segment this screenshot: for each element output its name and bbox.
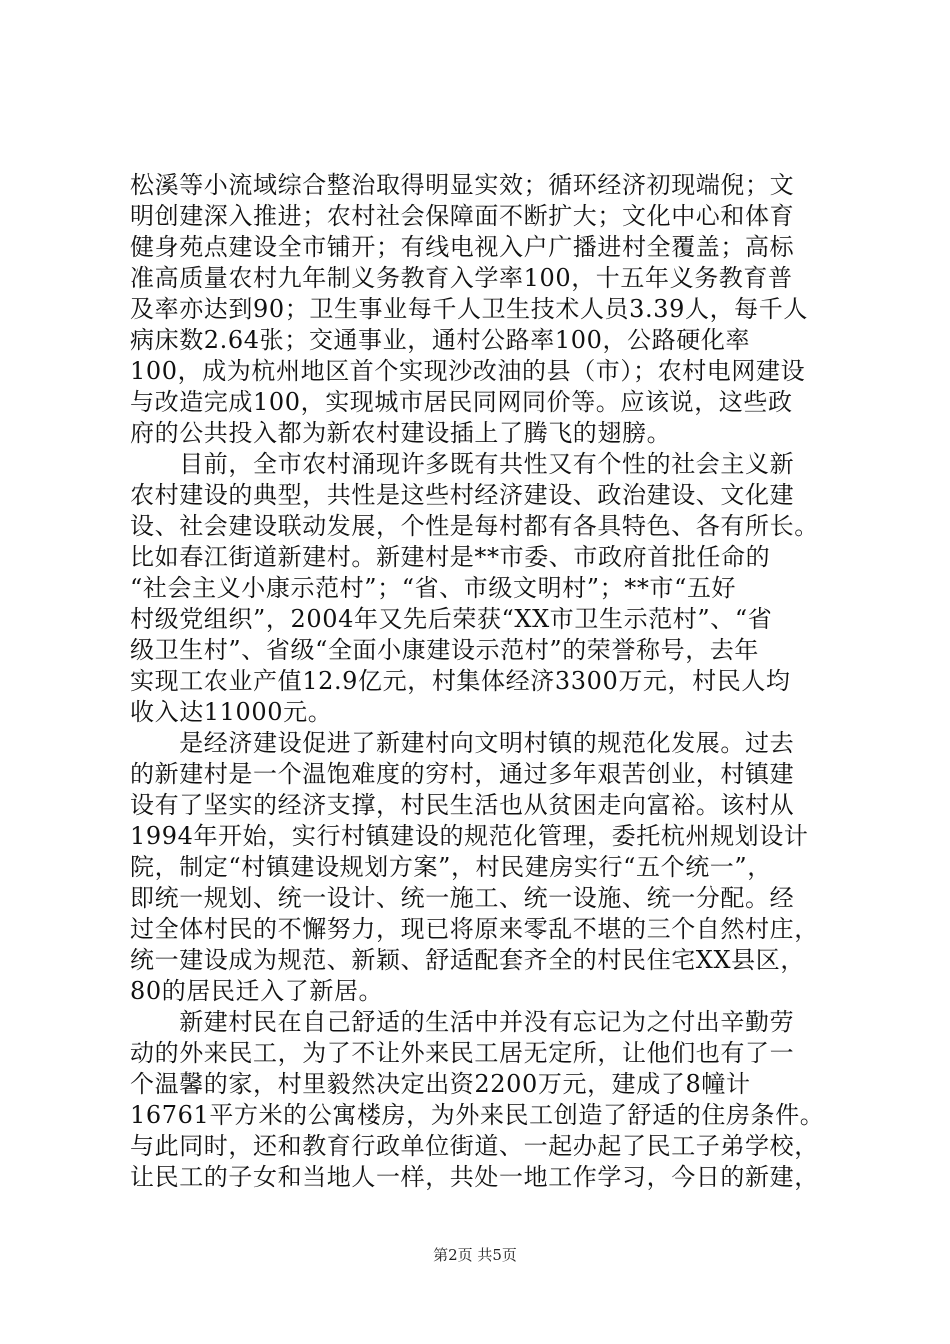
text-line: 及率亦达到90；卫生事业每千人卫生技术人员3.39人，每千人 [130, 295, 808, 323]
text-line: 动的外来民工，为了不让外来民工居无定所，让他们也有了一 [130, 1039, 795, 1067]
text-line: 健身苑点建设全市铺开；有线电视入户广播进村全覆盖；高标 [130, 233, 795, 261]
text-line: 的新建村是一个温饱难度的穷村，通过多年艰苦创业，村镇建 [130, 760, 795, 788]
text-line: 即统一规划、统一设计、统一施工、统一设施、统一分配。经 [130, 884, 795, 912]
text-line: 过全体村民的不懈努力，现已将原来零乱不堪的三个自然村庄， [130, 915, 819, 943]
text-line: 准高质量农村九年制义务教育入学率100，十五年义务教育普 [130, 264, 793, 292]
text-line: 级卫生村”、省级“全面小康建设示范村”的荣誉称号，去年 [130, 636, 760, 664]
text-line: “社会主义小康示范村”；“省、市级文明村”；**市“五好 [130, 574, 737, 602]
text-line: 1994年开始，实行村镇建设的规范化管理，委托杭州规划设计 [130, 822, 809, 850]
text-line: 与此同时，还和教育行政单位街道、一起办起了民工子弟学校， [130, 1132, 819, 1160]
text-line: 比如春江街道新建村。新建村是**市委、市政府首批任命的 [130, 543, 771, 571]
page-footer: 第2页 共5页 [433, 1246, 517, 1264]
text-line: 实现工农业产值12.9亿元，村集体经济3300万元，村民人均 [130, 667, 791, 695]
text-line: 100，成为杭州地区首个实现沙改油的县（市）；农村电网建设 [130, 357, 806, 385]
text-line: 目前，全市农村涌现许多既有共性又有个性的社会主义新 [130, 450, 795, 478]
text-line: 新建村民在自己舒适的生活中并没有忘记为之付出辛勤劳 [130, 1008, 795, 1036]
body-text [130, 170, 830, 1193]
text-line: 设有了坚实的经济支撑，村民生活也从贫困走向富裕。该村从 [130, 791, 795, 819]
text-line: 村级党组织”，2004年又先后荣获“XX市卫生示范村”、“省 [130, 605, 773, 633]
text-line: 农村建设的典型，共性是这些村经济建设、政治建设、文化建 [130, 481, 795, 509]
text-line: 个温馨的家，村里毅然决定出资2200万元，建成了8幢计 [130, 1070, 751, 1098]
text-line: 松溪等小流域综合整治取得明显实效；循环经济初现端倪；文 [130, 171, 795, 199]
text-line: 明创建深入推进；农村社会保障面不断扩大；文化中心和体育 [130, 202, 795, 230]
text-line: 让民工的子女和当地人一样，共处一地工作学习，今日的新建， [130, 1163, 819, 1191]
text-line: 与改造完成100，实现城市居民同网同价等。应该说，这些政 [130, 388, 793, 416]
text-line: 16761平方米的公寓楼房，为外来民工创造了舒适的住房条件。 [130, 1101, 825, 1129]
text-line: 院，制定“村镇建设规划方案”，村民建房实行“五个统一”， [130, 853, 772, 881]
text-line: 80的居民迁入了新居。 [130, 977, 384, 1005]
text-line: 是经济建设促进了新建村向文明村镇的规范化发展。过去 [130, 729, 795, 757]
text-line: 统一建设成为规范、新颖、舒适配套齐全的村民住宅XX县区， [130, 946, 805, 974]
text-line: 设、社会建设联动发展，个性是每村都有各具特色、各有所长。 [130, 512, 819, 540]
text-line: 病床数2.64张；交通事业，通村公路率100，公路硬化率 [130, 326, 751, 354]
text-line: 收入达11000元。 [130, 698, 333, 726]
text-line: 府的公共投入都为新农村建设插上了腾飞的翅膀。 [130, 419, 672, 447]
